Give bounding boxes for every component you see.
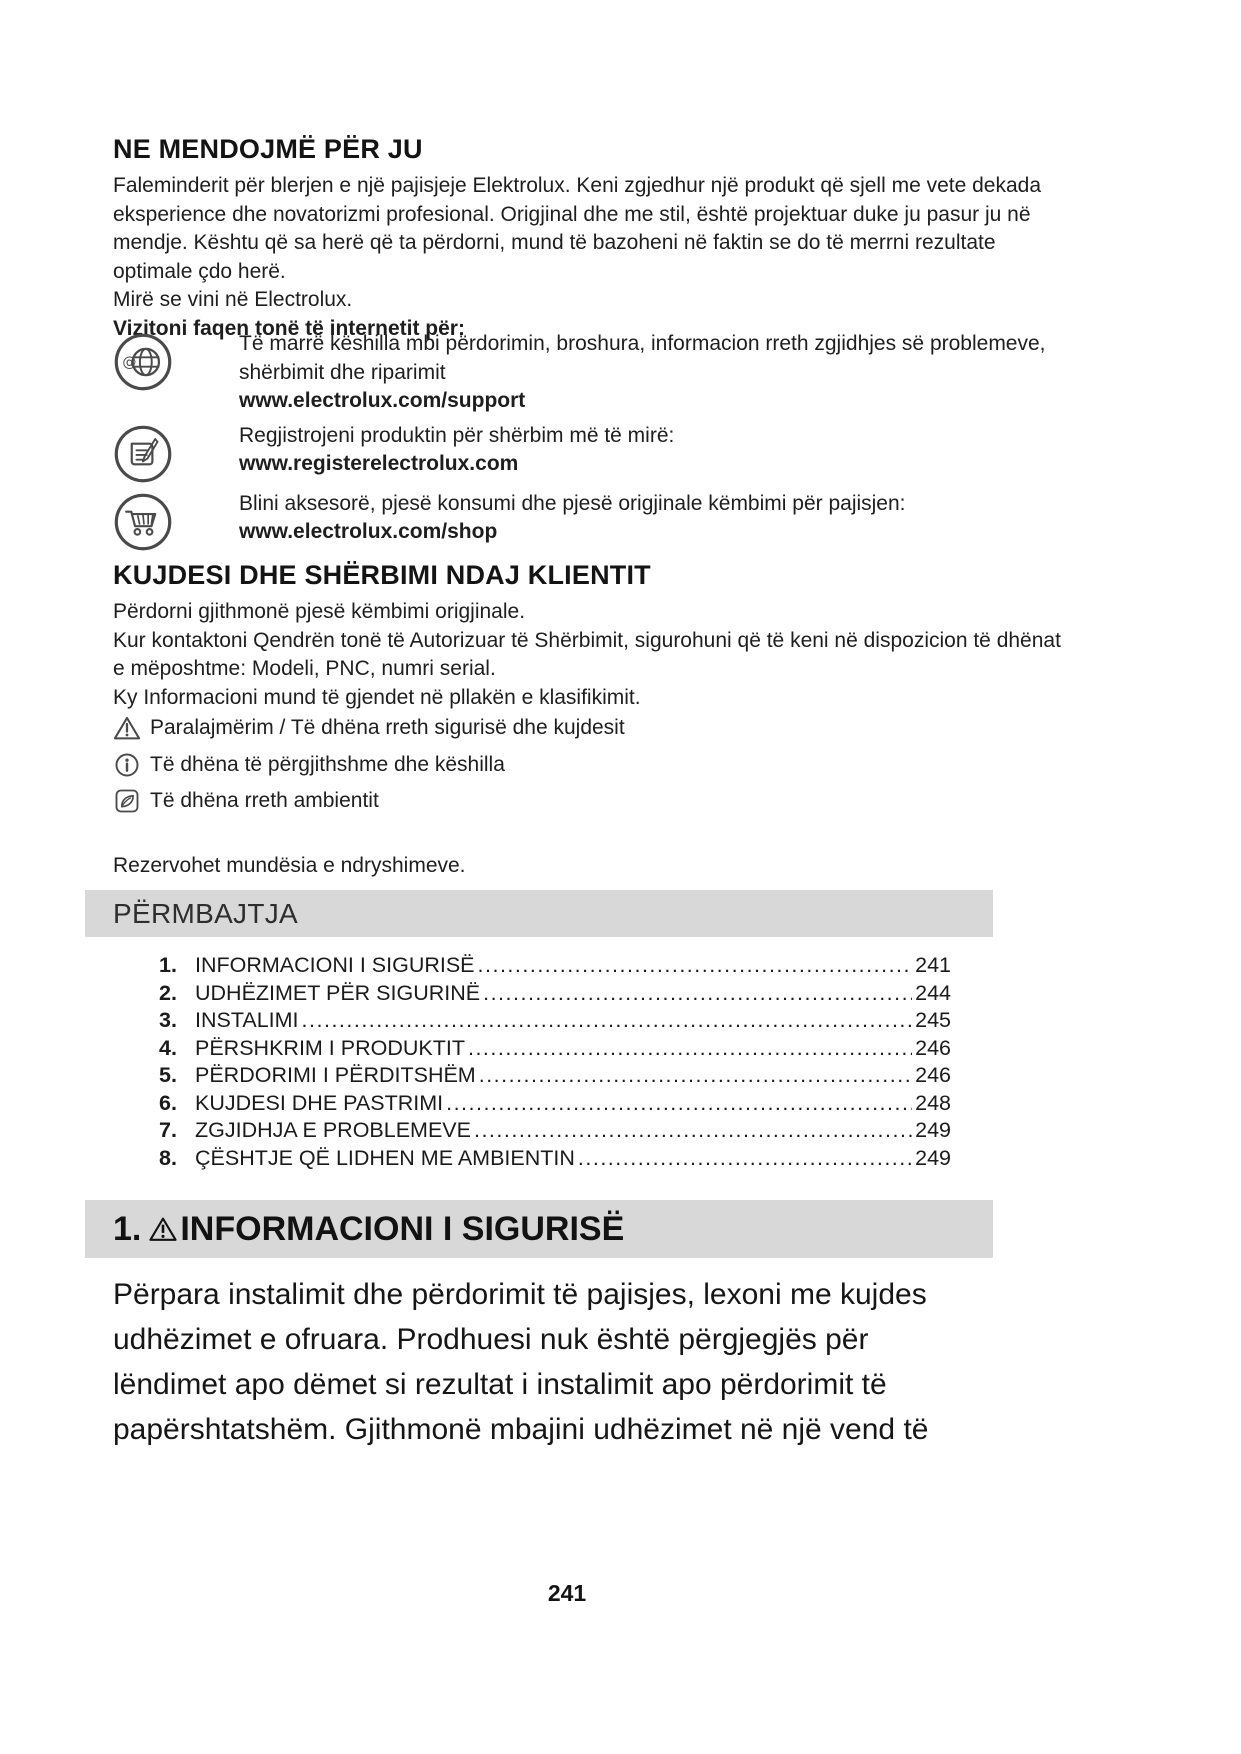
warning-icon — [149, 1216, 177, 1242]
warning-icon — [113, 714, 141, 742]
shop-link-body — [239, 490, 906, 547]
care-line-2: Kur kontaktoni Qendrën tonë të Autorizuar të Shërbimit, sigurohuni që të keni në dispozicion të dhënat e mëposhtme: Modeli, PNC, numri serial. — [113, 628, 1061, 680]
cart-icon — [113, 492, 173, 552]
environment-note-text: Të dhëna rreth ambientit — [150, 789, 379, 812]
info-icon — [113, 751, 141, 779]
toc-item-6[interactable]: 6. KUJDESI DHE PASTRIMI ..... 248 — [159, 1090, 951, 1118]
section1-body-line: papërshtatshëm. Gjithmonë mbajini udhëzimet në një vend të — [113, 1413, 929, 1446]
register-icon — [113, 424, 173, 484]
dot-leader — [474, 1117, 912, 1145]
dot-leader — [578, 1145, 912, 1173]
toc-item-1[interactable]: 1. INFORMACIONI I SIGURISË ..... 241 — [159, 952, 951, 980]
section1-body-line: Përpara instalimit dhe përdorimit të pajisjes, lexoni me kujdes — [113, 1278, 927, 1311]
dot-leader — [446, 1090, 912, 1118]
care-line-3: Ky Informacioni mund të gjendet në pllakën e klasifikimit. — [113, 685, 641, 709]
section1-title: INFORMACIONI I SIGURISË — [180, 1209, 625, 1248]
register-link-row — [113, 422, 1061, 484]
section1-header-banner — [85, 1200, 993, 1258]
info-note — [113, 751, 1061, 780]
support-link-body — [239, 330, 1061, 416]
toc-item-4[interactable]: 4. PËRSHKRIM I PRODUKTIT ..... 246 — [159, 1035, 951, 1063]
shop-link-row — [113, 490, 1061, 552]
toc-item-8[interactable]: 8. ÇËSHTJE QË LIDHEN ME AMBIENTIN ..... 249 — [159, 1145, 951, 1173]
shop-link-text: Blini aksesorë, pjesë konsumi dhe pjesë origjinale këmbimi për pajisjen: — [239, 491, 906, 515]
support-link-text: Të marrë këshilla mbi përdorimin, broshura, informacion rreth zgjidhjes së problemeve, shërbimit dhe riparimit — [239, 332, 1046, 384]
section1-body-line: lëndimet apo dëmet si rezultat i instalimit apo përdorimit të — [113, 1368, 887, 1401]
warning-note-text: Paralajmërim / Të dhëna rreth sigurisë dhe kujdesit — [150, 716, 625, 739]
svg-text:@: @ — [122, 354, 137, 371]
register-link-body — [239, 422, 674, 479]
page-title: NE MENDOJMË PËR JU — [113, 134, 423, 164]
info-note-text: Të dhëna të përgjithshme dhe këshilla — [150, 752, 505, 776]
symbol-legend — [113, 714, 1061, 824]
page-number: 241 — [547, 1580, 587, 1606]
customer-care-section — [113, 560, 1061, 712]
dot-leader — [468, 1035, 912, 1063]
toc-item-2[interactable]: 2. UDHËZIMET PËR SIGURINË ..... 244 — [159, 980, 951, 1008]
care-line-1: Përdorni gjithmonë pjesë këmbimi origjinale. — [113, 600, 526, 623]
register-url[interactable]: www.registerelectrolux.com — [239, 452, 519, 475]
register-link-text: Regjistrojeni produktin për shërbim më të mirë: — [239, 423, 675, 447]
warning-note — [113, 714, 1061, 743]
intro-paragraph: Faleminderit për blerjen e një pajisjeje Elektrolux. Keni zgjedhur një produkt që sjell me vete dekada eksperience dhe novatorizmi profesional. Origjinal dhe me stil, është projektuar duke ju pasur ju në mendje. Kështu që sa herë që ta përdorni, mund të bazoheni në faktin se do të merrni rezultate optimale çdo herë. — [113, 174, 1042, 283]
section1-body-line: udhëzimet e ofruara. Prodhuesi nuk është përgjegjës për — [113, 1323, 869, 1356]
intro-section — [113, 134, 1061, 343]
visit-prompt: Vizitoni faqen tonë të internetit për: — [113, 316, 465, 340]
shop-url[interactable]: www.electrolux.com/shop — [239, 520, 498, 543]
section1-number: 1. — [113, 1209, 142, 1248]
dot-leader — [479, 1062, 912, 1090]
dot-leader — [483, 980, 912, 1008]
welcome-line: Mirë se vini në Electrolux. — [113, 288, 353, 311]
globe-icon — [113, 332, 173, 392]
toc-header-banner — [85, 890, 993, 937]
toc-item-5[interactable]: 5. PËRDORIMI I PËRDITSHËM ..... 246 — [159, 1062, 951, 1090]
disclaimer: Rezervohet mundësia e ndryshimeve. — [113, 854, 466, 877]
customer-care-title: KUJDESI DHE SHËRBIMI NDAJ KLIENTIT — [113, 560, 651, 590]
environment-note — [113, 787, 1061, 816]
support-link-row — [113, 330, 1061, 416]
dot-leader — [302, 1007, 913, 1035]
leaf-icon — [113, 787, 141, 815]
toc-item-3[interactable]: 3. INSTALIMI ..... 245 — [159, 1007, 951, 1035]
website-links — [113, 330, 1061, 558]
support-url[interactable]: www.electrolux.com/support — [239, 389, 526, 412]
toc-item-7[interactable]: 7. ZGJIDHJA E PROBLEMEVE ..... 249 — [159, 1117, 951, 1145]
toc-title: PËRMBAJTJA — [113, 897, 299, 929]
dot-leader — [478, 952, 913, 980]
toc-list — [159, 952, 951, 1172]
section1-body — [113, 1272, 1123, 1452]
